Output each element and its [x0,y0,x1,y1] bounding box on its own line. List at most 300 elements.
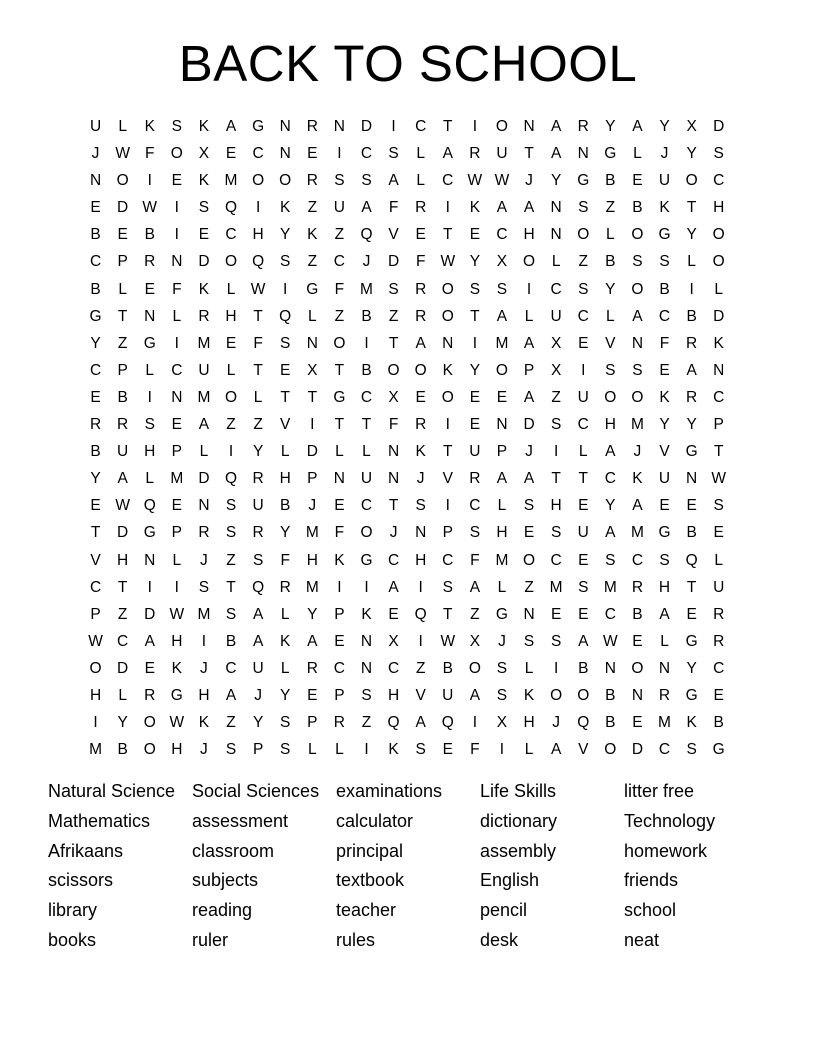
grid-letter: D [306,443,318,461]
word-list-item: dictionary [480,810,558,831]
grid-letter: T [117,307,128,325]
grid-letter: H [144,443,156,461]
grid-letter: N [631,334,644,352]
grid-letter: L [524,659,534,677]
grid-letter: E [659,361,670,379]
grid-letter: T [361,416,372,434]
grid-letter: M [495,334,509,352]
grid-letter: S [659,551,670,569]
grid-letter: X [469,632,481,650]
grid-letter: U [550,307,562,325]
grid-letter: X [550,361,562,379]
grid-letter: S [280,253,291,271]
grid-letter: X [686,118,697,135]
grid-letter: D [117,659,129,677]
grid-letter: O [604,741,617,759]
grid-letter: J [91,145,100,163]
grid-letter: Y [90,470,101,488]
word-list-item: principal [336,840,404,861]
grid-letter: R [252,524,264,542]
grid-letter: U [360,470,373,488]
grid-letter: I [472,118,478,135]
grid-letter: V [388,226,399,244]
grid-letter: B [632,605,643,623]
grid-letter: E [578,334,589,352]
grid-letter: O [631,226,644,244]
grid-letter: O [523,551,536,569]
grid-letter: I [93,714,98,732]
grid-letter: E [307,686,318,704]
grid-letter: J [416,470,425,488]
grid-letter: P [117,361,128,379]
grid-letter: L [660,632,669,650]
grid-letter: E [578,605,589,623]
grid-letter: E [334,497,345,515]
grid-letter: A [496,307,508,325]
grid-letter: E [659,497,670,515]
grid-letter: A [550,118,562,135]
grid-letter: R [686,388,698,406]
grid-letter: L [118,280,127,298]
grid-letter: B [144,226,155,244]
grid-letter: R [469,470,481,488]
grid-letter: N [523,118,535,135]
grid-letter: H [713,199,725,217]
grid-letter: F [388,199,399,217]
grid-letter: T [524,145,534,163]
grid-letter: Z [117,334,128,352]
grid-letter: O [414,361,427,379]
grid-letter: O [712,226,725,244]
grid-letter: S [225,497,237,515]
grid-letter: Z [524,578,534,596]
grid-letter: E [307,145,318,163]
grid-letter: S [280,334,291,352]
grid-letter: E [578,551,589,569]
grid-letter: P [117,253,128,271]
grid-letter: C [658,741,671,759]
grid-letter: A [442,145,453,163]
grid-letter: K [523,686,535,704]
word-list-item: neat [624,929,660,950]
grid-letter: T [443,118,453,135]
grid-letter: N [333,470,345,488]
grid-letter: S [280,741,291,759]
grid-letter: S [496,686,508,704]
grid-letter: P [334,686,345,704]
word-list-item: litter free [624,781,695,801]
grid-letter: L [551,253,561,271]
grid-letter: F [470,551,480,569]
grid-letter: O [116,172,129,190]
word-list-item: scissors [48,870,114,891]
grid-letter: N [306,334,318,352]
grid-row [82,736,732,763]
grid-letter: U [496,145,508,163]
grid-letter: I [689,280,694,298]
grid-letter: J [389,524,398,542]
grid-letter: K [280,199,291,217]
grid-letter: B [90,280,101,298]
grid-letter: T [686,578,697,596]
word-list-item: textbook [336,870,405,891]
grid-letter: M [305,578,319,596]
grid-row [82,601,732,628]
grid-letter: S [415,497,426,515]
grid-letter: Z [361,714,372,732]
grid-letter: S [550,416,562,434]
grid-letter: B [659,280,670,298]
grid-letter: A [632,497,643,515]
grid-letter: X [198,145,210,163]
grid-letter: C [658,307,671,325]
grid-letter: C [577,416,589,434]
grid-letter: Q [143,497,156,515]
grid-letter: T [578,470,588,488]
word-list-item: rules [336,929,376,950]
grid-letter: A [225,118,237,135]
word-list-item: assembly [480,840,557,861]
grid-letter: D [360,118,373,135]
grid-letter: E [144,659,155,677]
grid-letter: F [659,334,670,352]
grid-letter: O [441,388,454,406]
grid-letter: G [658,226,671,244]
grid-letter: Z [415,659,426,677]
grid-letter: Y [280,524,291,542]
grid-letter: Z [334,307,345,325]
grid-letter: S [334,172,345,190]
grid-letter: C [713,172,725,190]
word-list-item: library [48,900,98,921]
grid-letter: R [306,659,318,677]
grid-letter: S [252,551,264,569]
grid-letter: O [143,741,156,759]
grid-letter: L [416,145,425,163]
grid-letter: C [117,632,129,650]
grid-letter: V [415,686,426,704]
grid-letter: H [279,470,291,488]
grid-letter: O [143,714,156,732]
grid-letter: Y [117,714,128,732]
grid-letter: O [468,659,481,677]
grid-letter: L [226,361,236,379]
grid-letter: I [310,416,315,434]
grid-letter: M [603,578,617,596]
page-title: BACK TO SCHOOL [178,35,638,92]
grid-letter: D [198,253,210,271]
grid-letter: Q [387,714,400,732]
grid-letter: L [714,551,724,569]
grid-letter: C [89,578,102,596]
grid-letter: X [550,334,562,352]
grid-letter: C [713,659,725,677]
grid-letter: T [226,578,236,596]
grid-letter: W [115,497,130,515]
grid-letter: F [334,524,345,542]
grid-letter: S [225,741,237,759]
word-list-item: classroom [192,840,275,861]
grid-letter: L [578,443,588,461]
grid-letter: I [147,388,152,406]
grid-row [82,303,732,330]
grid-letter: S [496,280,508,298]
grid-letter: N [631,686,644,704]
grid-letter: X [496,714,508,732]
grid-letter: O [631,388,644,406]
grid-letter: G [252,118,265,135]
grid-letter: R [144,253,156,271]
grid-letter: J [552,714,561,732]
grid-letter: Z [117,605,128,623]
grid-row [82,113,732,140]
grid-letter: C [252,145,264,163]
grid-letter: K [198,280,210,298]
grid-letter: A [469,686,481,704]
grid-letter: G [306,280,319,298]
grid-letter: V [442,470,453,488]
grid-letter: F [334,280,345,298]
grid-letter: L [687,253,696,271]
grid-letter: R [89,416,102,434]
grid-letter: C [496,226,508,244]
grid-letter: H [658,578,671,596]
grid-letter: I [201,632,207,650]
grid-letter: S [632,253,643,271]
grid-letter: N [387,443,400,461]
word-list-item: friends [624,870,679,891]
grid-letter: I [445,497,450,515]
grid-letter: C [360,388,373,406]
grid-letter: B [605,714,616,732]
grid-letter: E [523,524,535,542]
grid-letter: E [442,741,453,759]
grid-letter: W [440,253,456,271]
grid-letter: S [361,686,372,704]
grid-letter: A [252,632,264,650]
grid-letter: C [442,551,454,569]
grid-letter: U [658,172,671,190]
grid-letter: G [685,686,698,704]
grid-letter: O [523,253,536,271]
grid-letter: S [605,551,616,569]
grid-letter: H [496,524,508,542]
grid-letter: O [441,307,454,325]
grid-letter: E [225,334,237,352]
grid-letter: Q [360,226,373,244]
grid-letter: L [280,659,290,677]
grid-letter: Z [307,253,318,271]
grid-letter: W [250,280,266,298]
grid-letter: R [306,118,318,135]
grid-letter: S [280,714,291,732]
grid-row [82,519,732,546]
grid-letter: N [279,118,291,135]
grid-letter: L [145,361,155,379]
grid-letter: E [117,226,128,244]
grid-letter: C [387,551,400,569]
grid-letter: N [360,659,373,677]
grid-letter: O [604,388,617,406]
word-list [48,778,768,957]
word-list-item: Technology [624,810,716,831]
grid-letter: L [145,470,155,488]
grid-letter: O [631,280,644,298]
grid-letter: R [713,632,725,650]
grid-letter: N [713,361,725,379]
grid-letter: Q [252,253,265,271]
word-list-item: assessment [192,810,289,831]
grid-letter: N [550,199,562,217]
grid-letter: T [388,497,399,515]
grid-letter: K [659,199,670,217]
grid-letter: E [198,226,210,244]
grid-letter: I [255,199,261,217]
grid-letter: S [550,632,562,650]
grid-letter: F [253,334,263,352]
grid-letter: O [252,172,265,190]
grid-letter: W [142,199,158,217]
grid-letter: L [524,741,534,759]
grid-letter: G [577,172,590,190]
grid-letter: U [89,118,102,135]
grid-letter: G [333,388,346,406]
word-list-item: school [624,900,677,921]
grid-letter: B [605,686,616,704]
grid-letter: P [307,714,318,732]
grid-letter: N [360,632,373,650]
grid-letter: R [631,578,644,596]
grid-letter: I [174,226,179,244]
grid-letter: E [171,497,182,515]
grid-letter: O [495,118,508,135]
grid-letter: J [200,659,208,677]
grid-letter: C [89,361,102,379]
grid-letter: O [577,226,590,244]
grid-letter: I [526,280,532,298]
grid-letter: N [686,470,698,488]
grid-letter: K [713,334,724,352]
grid-letter: Y [90,334,101,352]
grid-letter: R [577,118,589,135]
word-list-item: English [480,870,540,891]
grid-row [82,628,732,655]
grid-letter: D [523,416,535,434]
grid-letter: A [550,145,562,163]
grid-letter: B [632,199,643,217]
grid-letter: O [279,172,292,190]
grid-letter: L [172,551,182,569]
grid-letter: K [144,118,155,135]
grid-letter: A [496,199,508,217]
grid-letter: R [415,280,427,298]
grid-letter: S [605,361,616,379]
grid-letter: A [144,632,155,650]
grid-row [82,709,732,736]
grid-letter: H [198,686,210,704]
grid-letter: S [713,497,724,515]
grid-letter: C [333,659,345,677]
grid-letter: P [90,605,101,623]
grid-letter: G [658,524,671,542]
grid-letter: M [360,280,373,298]
grid-letter: G [604,145,617,163]
grid-letter: A [117,470,128,488]
grid-letter: B [686,307,697,325]
grid-letter: Y [605,497,616,515]
grid-letter: M [495,551,509,569]
grid-letter: C [442,172,454,190]
grid-letter: Z [307,199,318,217]
grid-letter: Z [605,199,616,217]
grid-letter: N [171,388,183,406]
grid-letter: W [169,714,185,732]
grid-letter: K [686,714,697,732]
grid-letter: L [172,307,182,325]
grid-letter: N [496,416,508,434]
grid-letter: K [334,551,345,569]
grid-letter: D [713,307,725,325]
grid-letter: Y [469,253,481,271]
grid-letter: U [252,497,264,515]
grid-letter: R [117,416,129,434]
grid-letter: D [117,524,129,542]
grid-letter: S [388,280,399,298]
grid-letter: U [577,524,589,542]
grid-letter: K [659,388,670,406]
grid-letter: E [171,416,182,434]
grid-letter: S [361,172,372,190]
word-list-item: reading [192,900,253,921]
grid-letter: Y [686,659,697,677]
grid-letter: N [442,334,454,352]
grid-letter: H [523,226,535,244]
grid-letter: S [523,632,535,650]
grid-row [82,384,732,411]
grid-letter: P [334,605,345,623]
grid-letter: E [686,497,697,515]
grid-letter: A [605,443,616,461]
grid-letter: T [443,443,453,461]
grid-letter: R [415,307,427,325]
grid-row [82,682,732,709]
grid-letter: L [335,443,344,461]
grid-letter: Q [577,714,590,732]
grid-letter: A [469,578,481,596]
grid-letter: L [335,741,344,759]
grid-letter: Z [226,551,236,569]
grid-letter: I [445,199,450,217]
grid-letter: M [630,524,644,542]
grid-letter: A [388,578,399,596]
grid-letter: G [685,632,698,650]
grid-letter: S [442,578,453,596]
grid-letter: C [225,659,237,677]
grid-letter: C [333,253,345,271]
grid-letter: K [361,605,372,623]
grid-letter: E [469,388,481,406]
grid-letter: K [307,226,318,244]
grid-letter: N [577,145,589,163]
grid-row [82,574,732,601]
grid-letter: I [418,632,423,650]
grid-letter: H [604,416,616,434]
grid-letter: Q [224,470,238,488]
grid-letter: F [145,145,155,163]
word-list-item: Mathematics [48,810,151,831]
grid-letter: Z [470,605,480,623]
grid-letter: S [415,741,426,759]
